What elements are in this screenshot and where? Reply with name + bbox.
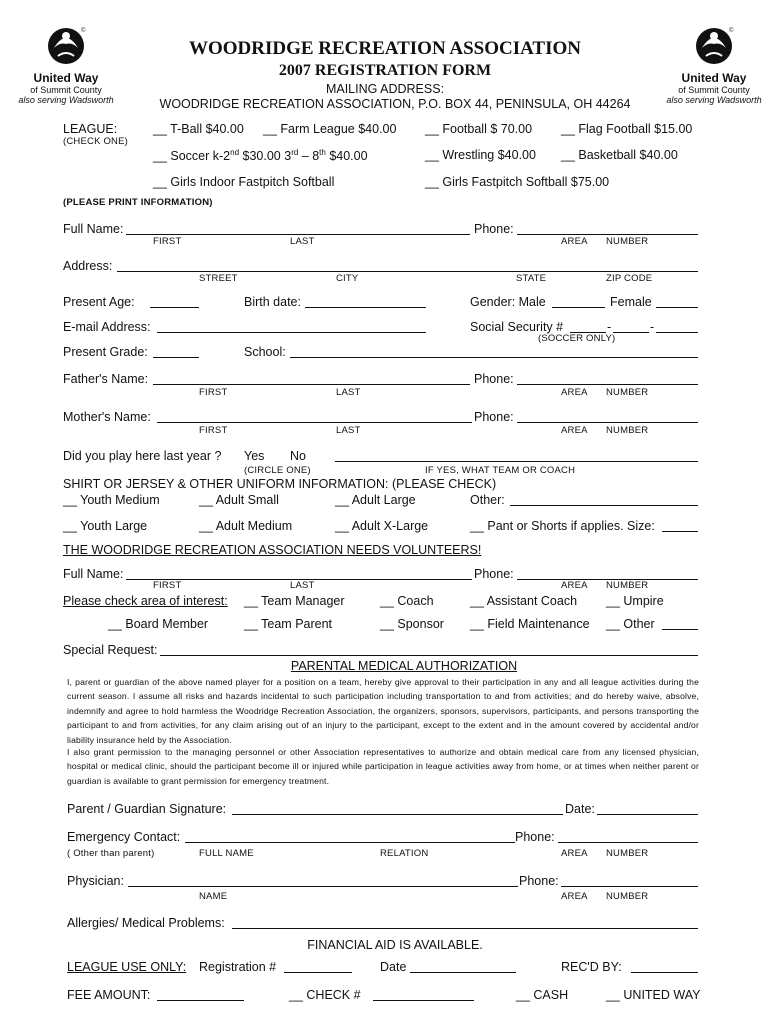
financial-aid-note: FINANCIAL AID IS AVAILABLE. [307,938,483,952]
svg-text:©: © [81,28,86,34]
gender-male-label: Gender: Male [470,295,546,309]
option-football[interactable]: __ Football $ 70.00 [425,122,533,136]
team-or-coach-field[interactable] [335,461,698,462]
uniform-adult-large[interactable]: __ Adult Large [335,493,416,507]
mailing-label: MAILING ADDRESS: [325,82,445,96]
cash-option[interactable]: __ CASH [516,988,569,1002]
volunteer-umpire[interactable]: __ Umpire [606,594,664,608]
form-subtitle: 2007 REGISTRATION FORM [278,62,492,79]
ssn-field-part3[interactable] [656,332,698,333]
number-caption: NUMBER [606,425,649,436]
option-farm-league[interactable]: __ Farm League $40.00 [263,122,397,136]
number-caption: NUMBER [606,580,649,591]
first-caption: FIRST [153,236,182,247]
played-last-year-label: Did you play here last year ? [63,449,222,463]
signature-field[interactable] [232,814,563,815]
recd-by-label: REC'D BY: [561,960,622,974]
physician-field[interactable] [128,886,518,887]
volunteer-assistant-coach[interactable]: __ Assistant Coach [470,594,578,608]
volunteer-other-field[interactable] [662,629,698,630]
area-caption: AREA [561,425,588,436]
area-caption: AREA [561,580,588,591]
phone-field[interactable] [517,234,698,235]
number-caption: NUMBER [606,848,649,859]
uniform-other-label: Other: [470,493,505,507]
circle-one-note: (CIRCLE ONE) [244,465,311,476]
logo-county: of Summit County [678,85,750,95]
gender-female-field[interactable] [656,307,698,308]
present-grade-field[interactable] [153,357,199,358]
played-no-option[interactable]: No [290,449,306,463]
check-option[interactable]: __ CHECK # [289,988,361,1002]
address-field[interactable] [117,271,698,272]
ssn-label: Social Security # [470,320,564,334]
league-check-note: (CHECK ONE) [63,136,129,147]
uniform-adult-small[interactable]: __ Adult Small [199,493,279,507]
father-name-field[interactable] [153,384,470,385]
medical-paragraph-2: I also grant permission to the managing personnel or other Association representatives to authorize and obtain medical care from any licensed physician, hospital or medical clinic, should the participant become ill or injured while participation in league activities away from home, or at times when neither parent or guardian is available to grant permission for emergency treatment. [67,747,699,786]
phone-label: Phone: [474,222,514,236]
area-caption: AREA [561,848,588,859]
volunteer-board-member[interactable]: __ Board Member [108,617,209,631]
recd-by-field[interactable] [631,972,698,973]
volunteer-team-parent[interactable]: __ Team Parent [244,617,333,631]
present-age-label: Present Age: [63,295,135,309]
relation-caption: RELATION [380,848,429,859]
volunteer-phone-label: Phone: [474,567,514,581]
check-number-field[interactable] [373,1000,474,1001]
emergency-contact-field[interactable] [185,842,515,843]
email-label: E-mail Address: [63,320,151,334]
area-of-interest-label: Please check area of interest: [63,594,228,608]
option-girls-indoor[interactable]: __ Girls Indoor Fastpitch Softball [153,175,335,189]
last-caption: LAST [336,387,361,398]
emergency-phone-label: Phone: [515,830,555,844]
fee-amount-label: FEE AMOUNT: [67,988,151,1002]
emergency-contact-label: Emergency Contact: [67,830,181,844]
zip-caption: ZIP CODE [606,273,653,284]
league-use-only-label: LEAGUE USE ONLY: [67,960,187,974]
address-label: Address: [63,259,113,273]
name-caption: NAME [199,891,228,902]
volunteers-heading: THE WOODRIDGE RECREATION ASSOCIATION NEEDS VOLUNTEERS! [63,543,482,557]
number-caption: NUMBER [606,387,649,398]
option-basketball[interactable]: __ Basketball $40.00 [561,148,678,162]
area-caption: AREA [561,387,588,398]
office-date-field[interactable] [410,972,516,973]
logo-name: United Way [681,71,747,85]
allergies-field[interactable] [232,928,698,929]
number-caption: NUMBER [606,891,649,902]
other-than-parent-note: ( Other than parent) [67,848,155,859]
united-way-option[interactable]: __ UNITED WAY [606,988,701,1002]
gender-female-label: Female [610,295,652,309]
area-caption: AREA [561,236,588,247]
signature-date-label: Date: [565,802,595,816]
volunteer-team-manager[interactable]: __ Team Manager [244,594,345,608]
option-soccer[interactable]: __ Soccer k-2nd $30.00 3rd – 8th $40.00 [153,148,368,164]
last-caption: LAST [336,425,361,436]
father-name-label: Father's Name: [63,372,149,386]
volunteer-field-maintenance[interactable]: __ Field Maintenance [470,617,590,631]
gender-male-field[interactable] [552,307,605,308]
last-caption: LAST [290,580,315,591]
birth-date-field[interactable] [305,307,426,308]
ssn-dash-2: - [650,320,655,334]
mailing-address: WOODRIDGE RECREATION ASSOCIATION, P.O. BOX 44, PENINSULA, OH 44264 [159,97,631,111]
option-wrestling[interactable]: __ Wrestling $40.00 [425,148,536,162]
emergency-phone-field[interactable] [558,842,698,843]
allergies-label: Allergies/ Medical Problems: [67,916,225,930]
school-field[interactable] [290,357,698,358]
volunteer-other[interactable]: __ Other [606,617,655,631]
ssn-field-part2[interactable] [613,332,649,333]
full-name-caption: FULL NAME [199,848,254,859]
mother-name-field[interactable] [157,422,472,423]
first-caption: FIRST [199,387,228,398]
email-field[interactable] [157,332,426,333]
first-caption: FIRST [153,580,182,591]
option-tball[interactable]: __ T-Ball $40.00 [153,122,244,136]
uniform-adult-medium[interactable]: __ Adult Medium [199,519,293,533]
present-grade-label: Present Grade: [63,345,148,359]
physician-label: Physician: [67,874,124,888]
logo-serving: also serving Wadsworth [666,95,762,105]
svg-text:©: © [729,28,734,34]
logo-county: of Summit County [30,85,102,95]
mother-phone-label: Phone: [474,410,514,424]
full-name-label: Full Name: [63,222,124,236]
area-caption: AREA [561,891,588,902]
school-label: School: [244,345,286,359]
if-yes-caption: IF YES, WHAT TEAM OR COACH [425,465,576,476]
medical-paragraph-1: I, parent or guardian of the above named player for a position on a team, hereby give approval to their participation in any and all league activities during the current season. I assume all risks and hazards incidental to such participation including transportation to and from activities; and do hereby waive, absolve, indemnify and agree to hold harmless the Woodridge Recreation Association, the organizers, sponsors, supervisors, participants, and persons transporting the participant to and from activities, for any claim arising out of an injury to the participant, except to the extent and in the amount covered by accidental and/or liability insurance held by the Association. [67,677,699,745]
signature-date-field[interactable] [597,814,698,815]
birth-date-label: Birth date: [244,295,301,309]
uniform-heading: SHIRT OR JERSEY & OTHER UNIFORM INFORMATION: (PLEASE CHECK) [63,477,497,491]
number-caption: NUMBER [606,236,649,247]
logo-serving: also serving Wadsworth [18,95,114,105]
uniform-youth-large[interactable]: __ Youth Large [63,519,148,533]
medical-heading: PARENTAL MEDICAL AUTHORIZATION [290,659,518,673]
special-request-field[interactable] [160,655,698,656]
uniform-pant-shorts[interactable]: __ Pant or Shorts if applies. Size: [470,519,655,533]
mother-name-label: Mother's Name: [63,410,151,424]
ssn-note: (SOCCER ONLY) [538,333,616,344]
ssn-dash-1: - [607,320,612,334]
print-note: (PLEASE PRINT INFORMATION) [63,197,213,208]
present-age-field[interactable] [150,307,199,308]
option-flag-football[interactable]: __ Flag Football $15.00 [561,122,693,136]
mother-phone-field[interactable] [517,422,698,423]
volunteer-full-name-label: Full Name: [63,567,124,581]
played-yes-option[interactable]: Yes [244,449,265,463]
last-caption: LAST [290,236,315,247]
registration-label: Registration # [199,960,277,974]
registration-field[interactable] [284,972,352,973]
volunteer-sponsor[interactable]: __ Sponsor [380,617,444,631]
league-label: LEAGUE: [63,122,118,136]
page-title: WOODRIDGE RECREATION ASSOCIATION [188,38,582,59]
uniform-adult-xlarge[interactable]: __ Adult X-Large [335,519,429,533]
office-date-label: Date [380,960,407,974]
first-caption: FIRST [199,425,228,436]
uniform-youth-medium[interactable]: __ Youth Medium [63,493,160,507]
father-phone-label: Phone: [474,372,514,386]
option-girls-fastpitch[interactable]: __ Girls Fastpitch Softball $75.00 [425,175,610,189]
physician-phone-label: Phone: [519,874,559,888]
logo-name: United Way [33,71,99,85]
street-caption: STREET [199,273,238,284]
full-name-field[interactable] [126,234,470,235]
pant-size-field[interactable] [662,531,698,532]
city-caption: CITY [336,273,359,284]
father-phone-field[interactable] [517,384,698,385]
volunteer-coach[interactable]: __ Coach [380,594,434,608]
uniform-other-field[interactable] [510,505,698,506]
special-request-label: Special Request: [63,643,158,657]
state-caption: STATE [516,273,547,284]
physician-phone-field[interactable] [561,886,698,887]
fee-amount-field[interactable] [157,1000,244,1001]
signature-label: Parent / Guardian Signature: [67,802,227,816]
